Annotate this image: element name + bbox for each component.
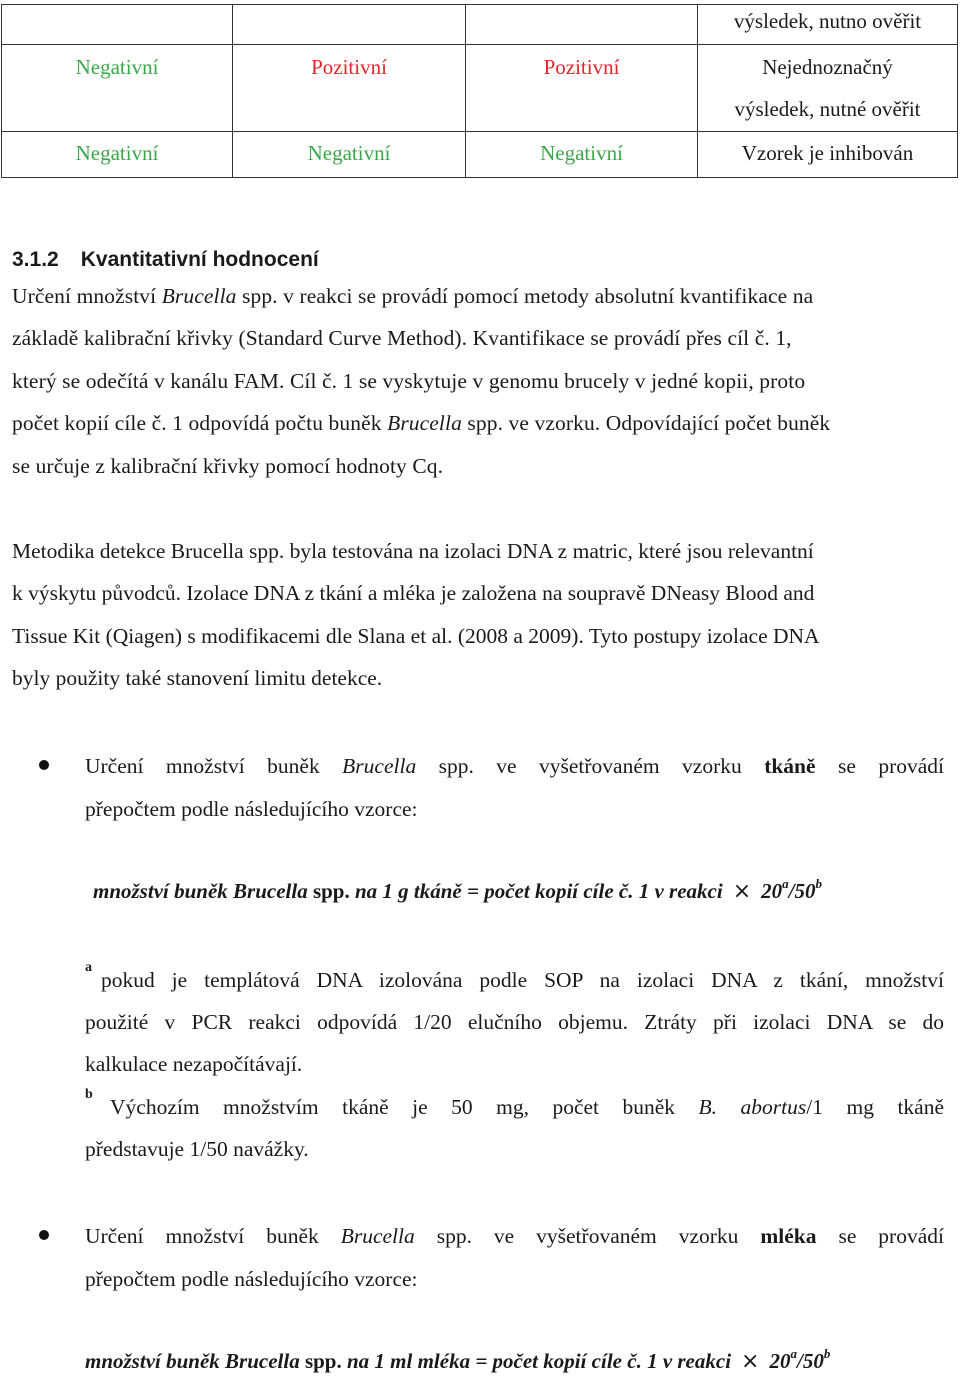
table-row	[2, 5, 958, 45]
footnote-mark: a	[85, 960, 92, 975]
formula-tissue: množství buněk Brucella spp. na 1 g tkáně = počet kopií cíle č. 1 v reakci × $20^a/50^b$	[93, 876, 822, 904]
footnote-line: použité v PCR reakci odpovídá 1/20 elučního objemu. Ztráty při izolaci DNA se do	[85, 1010, 944, 1034]
table-cell	[233, 132, 466, 178]
table-cell	[698, 132, 958, 178]
bullet-line: Určení množství buněk Brucella spp. ve vyšetřovaném vzorku mléka se provádí	[85, 1224, 944, 1248]
result-negative: Negativní	[540, 141, 623, 165]
result-positive: Pozitivní	[311, 55, 387, 79]
table-cell	[466, 132, 698, 178]
section-heading	[12, 248, 319, 272]
paragraph-line: se určuje z kalibrační křivky pomocí hodnoty Cq.	[12, 454, 444, 478]
table-cell	[2, 45, 233, 132]
footnote-line: kalkulace nezapočítávají.	[85, 1052, 303, 1076]
paragraph-line: k výskytu původců. Izolace DNA z tkání a mléka je založena na soupravě DNeasy Blood and	[12, 581, 815, 605]
table-row	[2, 132, 958, 178]
paragraph-line: Určení množství Brucella spp. v reakci se provádí pomocí metody absolutní kvantifikace na	[12, 284, 814, 308]
table-cell	[233, 5, 466, 45]
result-negative: Negativní	[307, 141, 391, 165]
footnote-mark: b	[85, 1087, 93, 1102]
paragraph-line: byly použity také stanovení limitu detekce.	[12, 666, 383, 690]
table-row	[2, 45, 958, 132]
bullet-line: přepočtem podle následujícího vzorce:	[85, 1267, 418, 1291]
result-negative: Negativní	[75, 141, 159, 165]
bullet-line: přepočtem podle následujícího vzorce:	[85, 797, 418, 821]
result-text: Vzorek je inhibován	[741, 141, 914, 165]
table-cell	[466, 45, 698, 132]
formula-milk: množství buněk Brucella spp. na 1 ml mléka = počet kopií cíle č. 1 v reakci × $20^a/50^b$	[85, 1346, 831, 1374]
section-title: Kvantitativní hodnocení	[80, 248, 319, 271]
table-cell	[698, 45, 958, 132]
multiply-icon: ×	[732, 879, 752, 904]
multiply-icon: ×	[741, 1349, 760, 1374]
paragraph-line: základě kalibrační křivky (Standard Curve Method). Kvantifikace se provádí přes cíl č. 1,	[12, 326, 792, 350]
paragraph-line: Tissue Kit (Qiagen) s modifikacemi dle Slana et al. (2008 a 2009). Tyto postupy izolace DNA	[12, 624, 820, 648]
bullet-line: Určení množství buněk Brucella spp. ve vyšetřovaném vzorku tkáně se provádí	[85, 754, 945, 778]
result-text: Nejednoznačný	[762, 55, 893, 79]
paragraph-line: který se odečítá v kanálu FAM. Cíl č. 1 se vyskytuje v genomu brucely v jedné kopii, proto	[12, 369, 806, 393]
result-positive: Pozitivní	[543, 55, 620, 79]
table-cell	[233, 45, 466, 132]
result-negative: Negativní	[75, 55, 159, 79]
result-text: výsledek, nutné ověřit	[734, 97, 921, 121]
table-cell	[466, 5, 698, 45]
table-cell	[698, 5, 958, 45]
result-text: výsledek, nutno ověřit	[733, 9, 922, 33]
bullet-icon	[39, 760, 49, 770]
table-cell	[2, 5, 233, 45]
results-table	[1, 4, 958, 178]
table-cell	[2, 132, 233, 178]
section-number: 3.1.2	[12, 248, 59, 271]
bullet-icon	[39, 1230, 49, 1240]
paragraph-line: Metodika detekce Brucella spp. byla testována na izolaci DNA z matric, které jsou relevantní	[12, 539, 814, 563]
footnote-line: představuje 1/50 navážky.	[85, 1137, 309, 1161]
footnote-line: pokud je templátová DNA izolována podle SOP na izolaci DNA z tkání, množství	[101, 968, 944, 992]
footnote-line: Výchozím množstvím tkáně je 50 mg, počet buněk B. abortus/1 mg tkáně	[110, 1095, 944, 1119]
paragraph-line: počet kopií cíle č. 1 odpovídá počtu buněk Brucella spp. ve vzorku. Odpovídající počet buněk	[12, 411, 831, 435]
